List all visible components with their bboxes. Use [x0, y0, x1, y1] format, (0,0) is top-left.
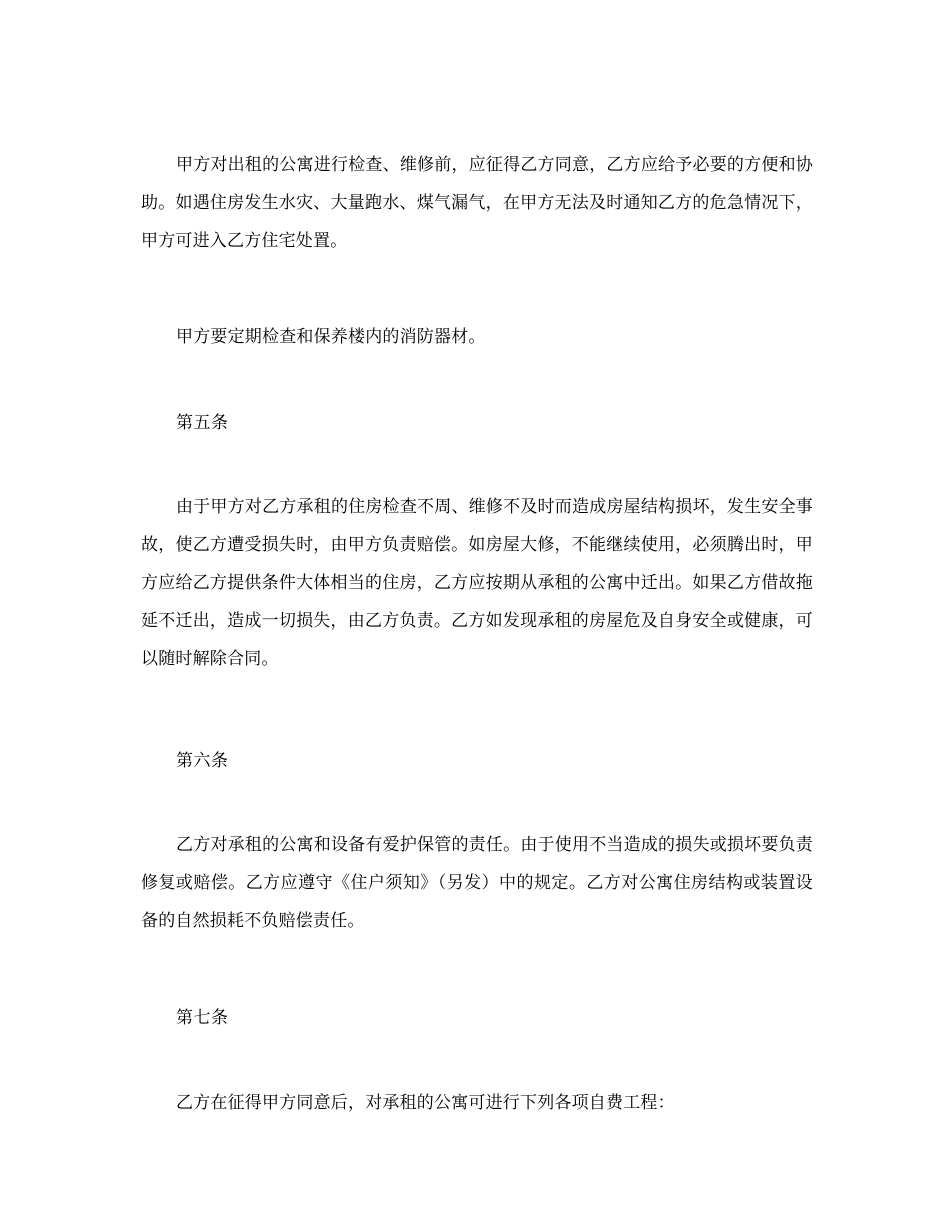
heading-article-7: 第七条	[176, 1008, 229, 1028]
paragraph-article-6: 乙方对承租的公寓和设备有爱护保管的责任。由于使用不当造成的损失或损坏要负责修复或赔偿。乙方应遵守《住户须知》（另发）中的规定。乙方对公寓住房结构或装置设备的自然损耗不负赔偿责任。	[141, 835, 813, 931]
heading-article-6: 第六条	[176, 751, 229, 771]
paragraph-article-7: 乙方在征得甲方同意后，对承租的公寓可进行下列各项自费工程：	[176, 1093, 675, 1113]
paragraph-inspection: 甲方对出租的公寓进行检查、维修前，应征得乙方同意，乙方应给予必要的方便和协助。如遇住房发生水灾、大量跑水、煤气漏气，在甲方无法及时通知乙方的危急情况下，甲方可进入乙方住宅处置。	[141, 155, 813, 251]
heading-article-5: 第五条	[176, 413, 229, 433]
paragraph-article-5: 由于甲方对乙方承租的住房检查不周、维修不及时而造成房屋结构损坏，发生安全事故，使乙方遭受损失时，由甲方负责赔偿。如房屋大修，不能继续使用，必须腾出时，甲方应给乙方提供条件大体相当的住房，乙方应按期从承租的公寓中迁出。如果乙方借故拖延不迁出，造成一切损失，由乙方负责。乙方如发现承租的房屋危及自身安全或健康，可以随时解除合同。	[141, 497, 813, 669]
paragraph-fire-equipment: 甲方要定期检查和保养楼内的消防器材。	[176, 327, 486, 347]
